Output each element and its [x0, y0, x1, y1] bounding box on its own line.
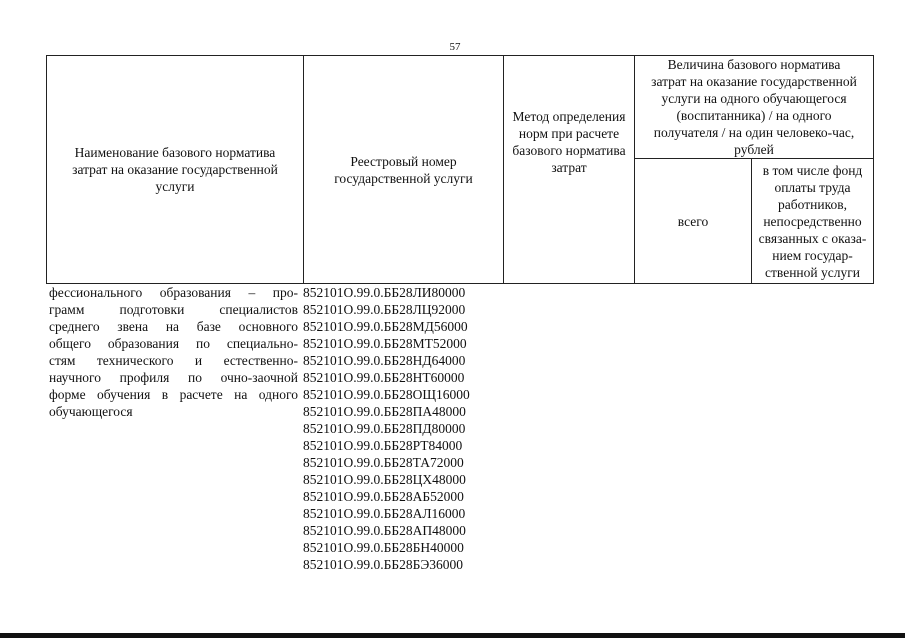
registry-code: 852101О.99.0.ББ28ОЩ16000 [303, 387, 470, 402]
header-col-value-line: получателя / на один человеко-час, [653, 125, 855, 140]
registry-code: 852101О.99.0.ББ28АЛ16000 [303, 506, 466, 521]
description-line [49, 369, 298, 386]
registry-code: 852101О.99.0.ББ28РТ84000 [303, 438, 463, 453]
description-word: по [195, 336, 210, 351]
registry-code: 852101О.99.0.ББ28ЦХ48000 [303, 472, 466, 487]
description-word: научного [49, 370, 101, 385]
header-table [46, 55, 874, 284]
description-line [49, 403, 298, 420]
page-number: 57 [449, 41, 461, 53]
header-col-name-line: услуги [155, 179, 195, 194]
registry-code: 852101О.99.0.ББ28ТА72000 [303, 455, 464, 470]
header-col-method-line: затрат [551, 160, 587, 175]
description-word: подготовки [119, 302, 185, 317]
description-word: технического [96, 353, 174, 368]
description-word: про- [272, 285, 298, 300]
description-line [49, 352, 298, 369]
header-col-registry-line: Реестровый номер [350, 153, 457, 169]
description-word: обучения [97, 387, 151, 402]
description-word: основного [238, 319, 298, 334]
description-word: среднего [49, 319, 100, 334]
header-col-name [47, 56, 304, 284]
description-word: обучающегося [49, 404, 133, 419]
description-word: по [187, 370, 202, 385]
description-line [49, 335, 298, 352]
header-col-value-line: затрат на оказание государственной [651, 74, 857, 89]
header-col-name-line: затрат на оказание государственной [72, 162, 278, 177]
description-word: базе [196, 319, 221, 334]
header-col-value [635, 56, 874, 159]
header-col-registry [304, 56, 504, 284]
header-col-wage-fund-line: работников, [778, 196, 847, 212]
description-word: образования [159, 285, 231, 300]
description-word: на [165, 319, 180, 334]
header-col-method [504, 56, 635, 284]
registry-code: 852101О.99.0.ББ28ЛЦ92000 [303, 302, 466, 317]
header-col-value-line: (воспитанника) / на одного [676, 108, 832, 123]
header-col-wage-fund-line: связанных с оказа- [758, 230, 867, 246]
registry-code: 852101О.99.0.ББ28ПД80000 [303, 421, 466, 436]
description-word: общего [49, 336, 91, 351]
registry-code: 852101О.99.0.ББ28НД64000 [303, 353, 466, 368]
registry-code: 852101О.99.0.ББ28МД56000 [303, 319, 468, 334]
description-word: звена [117, 319, 149, 334]
description-word: и [194, 353, 203, 368]
header-col-registry-line: государственной услуги [334, 170, 473, 186]
service-description [49, 284, 298, 420]
description-word: на [234, 387, 248, 402]
header-col-value-line: Величина базового норматива [667, 57, 841, 72]
description-line [49, 284, 298, 301]
registry-code: 852101О.99.0.ББ28АП48000 [303, 523, 466, 538]
header-col-wage-fund [752, 159, 874, 284]
description-word: расчете [179, 387, 223, 402]
description-word: очно-заочной [220, 370, 298, 385]
header-col-wage-fund-line: оплаты труда [774, 179, 851, 195]
registry-code: 852101О.99.0.ББ28АБ52000 [303, 489, 464, 504]
registry-code: 852101О.99.0.ББ28НТ60000 [303, 370, 465, 385]
header-col-wage-fund-line: нием государ- [772, 247, 853, 263]
description-word: одного [258, 387, 298, 402]
description-line [49, 301, 298, 318]
registry-code: 852101О.99.0.ББ28МТ52000 [303, 336, 467, 351]
description-word: – [248, 285, 256, 300]
header-col-wage-fund-line: в том числе фонд [762, 162, 863, 178]
description-word: форме [49, 387, 86, 402]
description-line [49, 318, 298, 335]
description-word: стям [49, 353, 76, 368]
header-col-value-line: рублей [734, 142, 774, 157]
registry-code-list [303, 284, 503, 573]
header-col-method-line: базового норматива [512, 143, 626, 158]
header-col-name-line: Наименование базового норматива [74, 145, 276, 160]
header-col-value-line: услуги на одного обучающегося [661, 91, 847, 106]
description-word: естественно- [223, 353, 298, 368]
description-word: в [161, 387, 169, 402]
header-col-wage-fund-line: непосредственно [763, 213, 862, 229]
description-word: специально- [226, 336, 298, 351]
registry-code: 852101О.99.0.ББ28БЭ36000 [303, 557, 464, 572]
registry-code: 852101О.99.0.ББ28ПА48000 [303, 404, 466, 419]
description-word: профиля [119, 370, 170, 385]
description-word: специалистов [219, 302, 298, 317]
header-col-method-line: Метод определения [512, 109, 626, 124]
header-col-method-line: норм при расчете [518, 126, 620, 141]
header-col-total: всего [635, 159, 752, 284]
header-col-wage-fund-line: ственной услуги [765, 264, 860, 280]
description-line [49, 386, 298, 403]
description-word: фессионального [49, 285, 143, 300]
description-word: грамм [49, 302, 85, 317]
bottom-rule [0, 633, 905, 638]
registry-code: 852101О.99.0.ББ28БН40000 [303, 540, 464, 555]
description-word: образования [107, 336, 180, 351]
registry-code: 852101О.99.0.ББ28ЛИ80000 [303, 285, 466, 300]
